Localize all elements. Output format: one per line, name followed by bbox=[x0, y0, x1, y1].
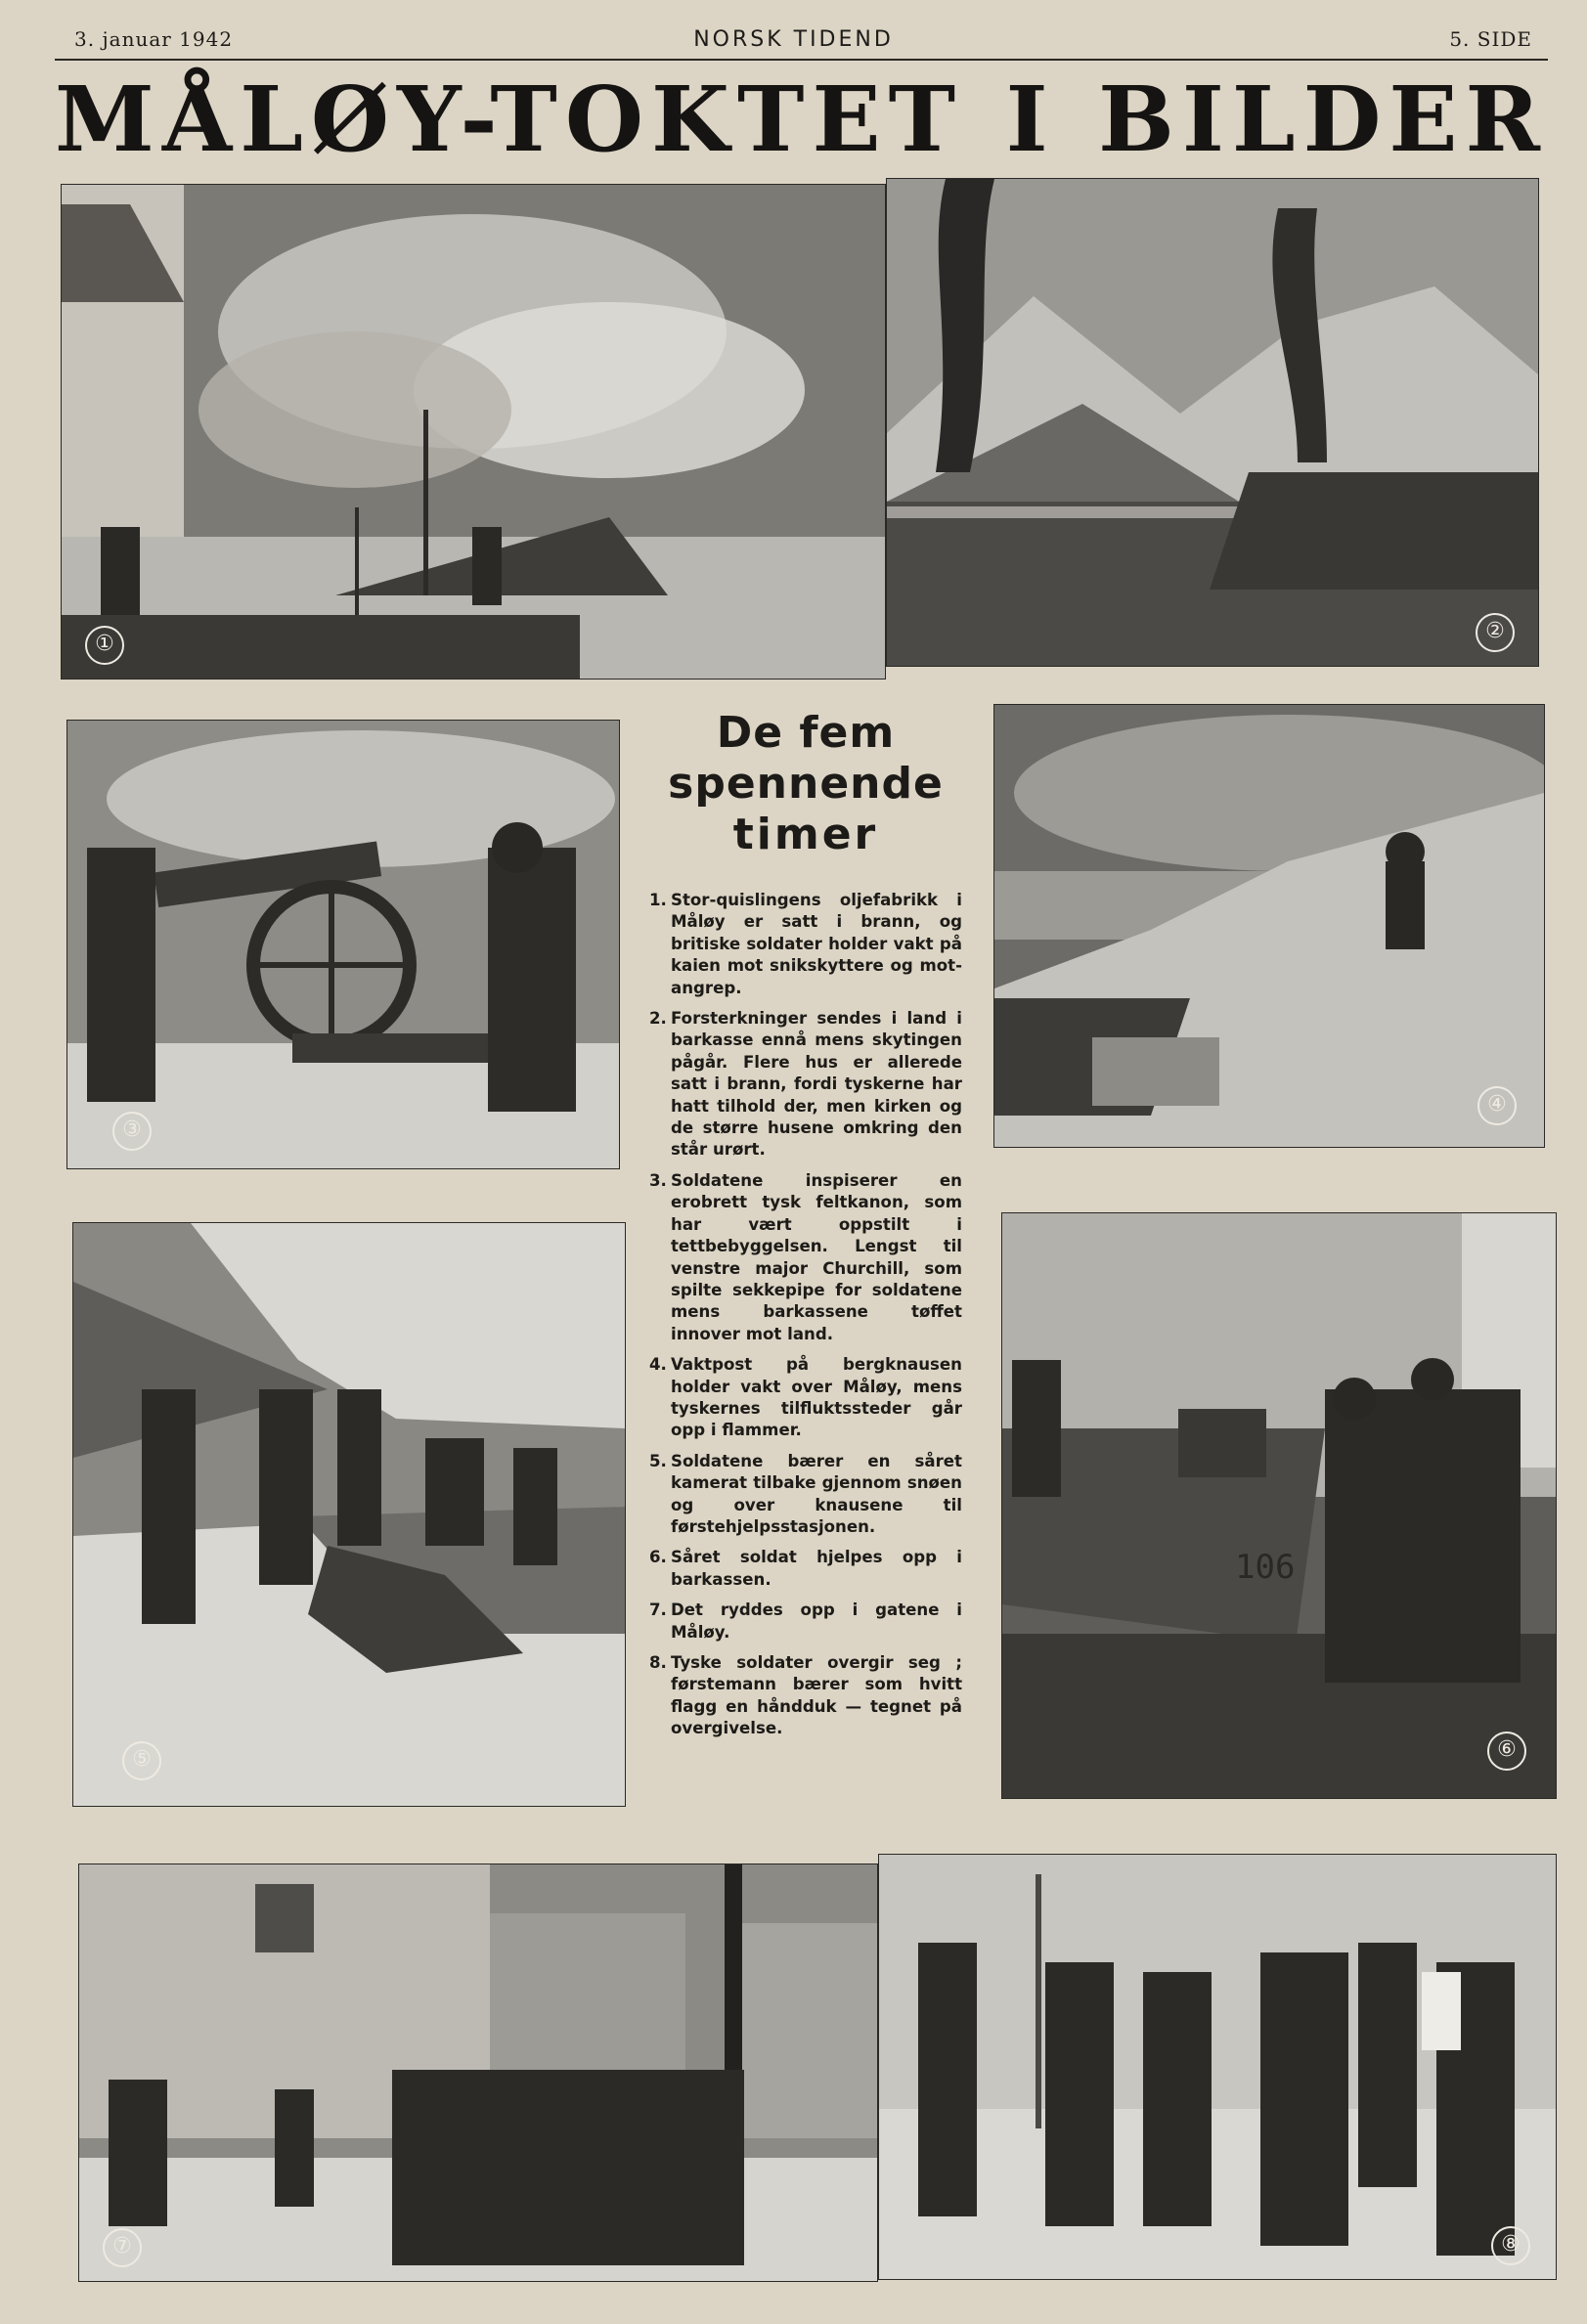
caption-item bbox=[649, 1547, 962, 1591]
article-column bbox=[649, 708, 962, 1749]
caption-number: 1. bbox=[649, 891, 667, 909]
photo-3 bbox=[66, 720, 620, 1169]
article-title bbox=[649, 708, 962, 860]
photo-number-badge: ⑦ bbox=[103, 2228, 142, 2267]
page-number: 5. SIDE bbox=[1449, 27, 1532, 51]
photo-5 bbox=[72, 1222, 626, 1807]
caption-item bbox=[649, 1652, 962, 1740]
headline-word: I bbox=[1005, 66, 1056, 172]
title-line: De fem bbox=[716, 708, 896, 758]
caption-text: Forsterkninger sendes i land i barkasse ennå mens skytingen pågår. Flere hus er allerede satt i brann, fordi tyskerne har hatt tilhold der, men kirken og de større husene omkring den står urørt. bbox=[671, 1009, 962, 1160]
photo-1 bbox=[61, 184, 886, 680]
photo-3-image bbox=[67, 721, 619, 1168]
title-line: timer bbox=[732, 810, 879, 859]
photo-number-badge: ③ bbox=[112, 1112, 152, 1151]
caption-item bbox=[649, 1008, 962, 1162]
caption-text: Det ryddes opp i gatene i Måløy. bbox=[671, 1600, 962, 1642]
caption-text: Soldatene bærer en såret kamerat tilbake gjennom snøen og over knausene til førstehjelpsstasjonen. bbox=[671, 1451, 962, 1536]
caption-text: Tyske soldater overgir seg ; førstemann bærer som hvitt flagg en håndduk — tegnet på overgivelse. bbox=[671, 1653, 962, 1738]
caption-number: 2. bbox=[649, 1009, 667, 1029]
caption-number: 4. bbox=[649, 1355, 667, 1375]
headline-word: MÅLØY-TOKTET bbox=[55, 66, 964, 172]
photo-number-badge: ⑥ bbox=[1487, 1732, 1526, 1771]
newspaper-name: NORSK TIDEND bbox=[693, 27, 894, 52]
caption-list bbox=[649, 890, 962, 1740]
caption-number: 6. bbox=[649, 1548, 667, 1567]
page-headline bbox=[55, 66, 1548, 172]
photo-8-image bbox=[879, 1855, 1556, 2279]
photo-8 bbox=[878, 1854, 1557, 2280]
caption-number: 3. bbox=[649, 1170, 667, 1190]
barge-number: 106 bbox=[1235, 1548, 1296, 1587]
header-rule bbox=[55, 59, 1548, 61]
caption-text: Såret soldat hjelpes opp i barkassen. bbox=[671, 1548, 962, 1589]
photo-7 bbox=[78, 1864, 878, 2282]
caption-text: Soldatene inspiserer en erobrett tysk feltkanon, som har vært oppstilt i tettbebyggelsen. Lengst til venstre major Churchill, som spilte sekkepipe for soldatene mens barkassene tøffet innover mot land. bbox=[671, 1170, 962, 1343]
photo-2-image bbox=[887, 179, 1538, 666]
photo-5-image bbox=[73, 1223, 625, 1806]
photo-number-badge: ① bbox=[85, 626, 124, 665]
photo-number-badge: ④ bbox=[1477, 1086, 1517, 1125]
title-line: spennende bbox=[668, 759, 944, 809]
photo-number-badge: ② bbox=[1476, 613, 1515, 652]
caption-item bbox=[649, 1451, 962, 1539]
photo-6 bbox=[1001, 1212, 1557, 1799]
photo-4-image bbox=[994, 705, 1544, 1147]
headline-word: BILDER bbox=[1098, 66, 1548, 172]
photo-7-image bbox=[79, 1864, 877, 2281]
caption-number: 7. bbox=[649, 1600, 667, 1620]
caption-number: 8. bbox=[649, 1653, 667, 1672]
photo-4 bbox=[993, 704, 1545, 1148]
photo-number-badge: ⑧ bbox=[1491, 2226, 1530, 2265]
caption-item bbox=[649, 890, 962, 999]
caption-item bbox=[649, 1170, 962, 1345]
photo-number-badge: ⑤ bbox=[122, 1741, 161, 1780]
caption-item bbox=[649, 1600, 962, 1644]
photo-2 bbox=[886, 178, 1539, 667]
caption-text: Vaktpost på bergknausen holder vakt over Måløy, mens tyskernes tilfluktssteder går opp i flammer. bbox=[671, 1355, 962, 1440]
photo-1-image bbox=[62, 185, 885, 679]
caption-number: 5. bbox=[649, 1451, 667, 1470]
issue-date: 3. januar 1942 bbox=[74, 27, 234, 51]
photo-6-image bbox=[1002, 1213, 1556, 1798]
caption-text: Stor-quislingens oljefabrikk i Måløy er satt i brann, og britiske soldater holder vakt på kaien mot snikskyttere og mot-angrep. bbox=[671, 891, 962, 997]
caption-item bbox=[649, 1354, 962, 1442]
